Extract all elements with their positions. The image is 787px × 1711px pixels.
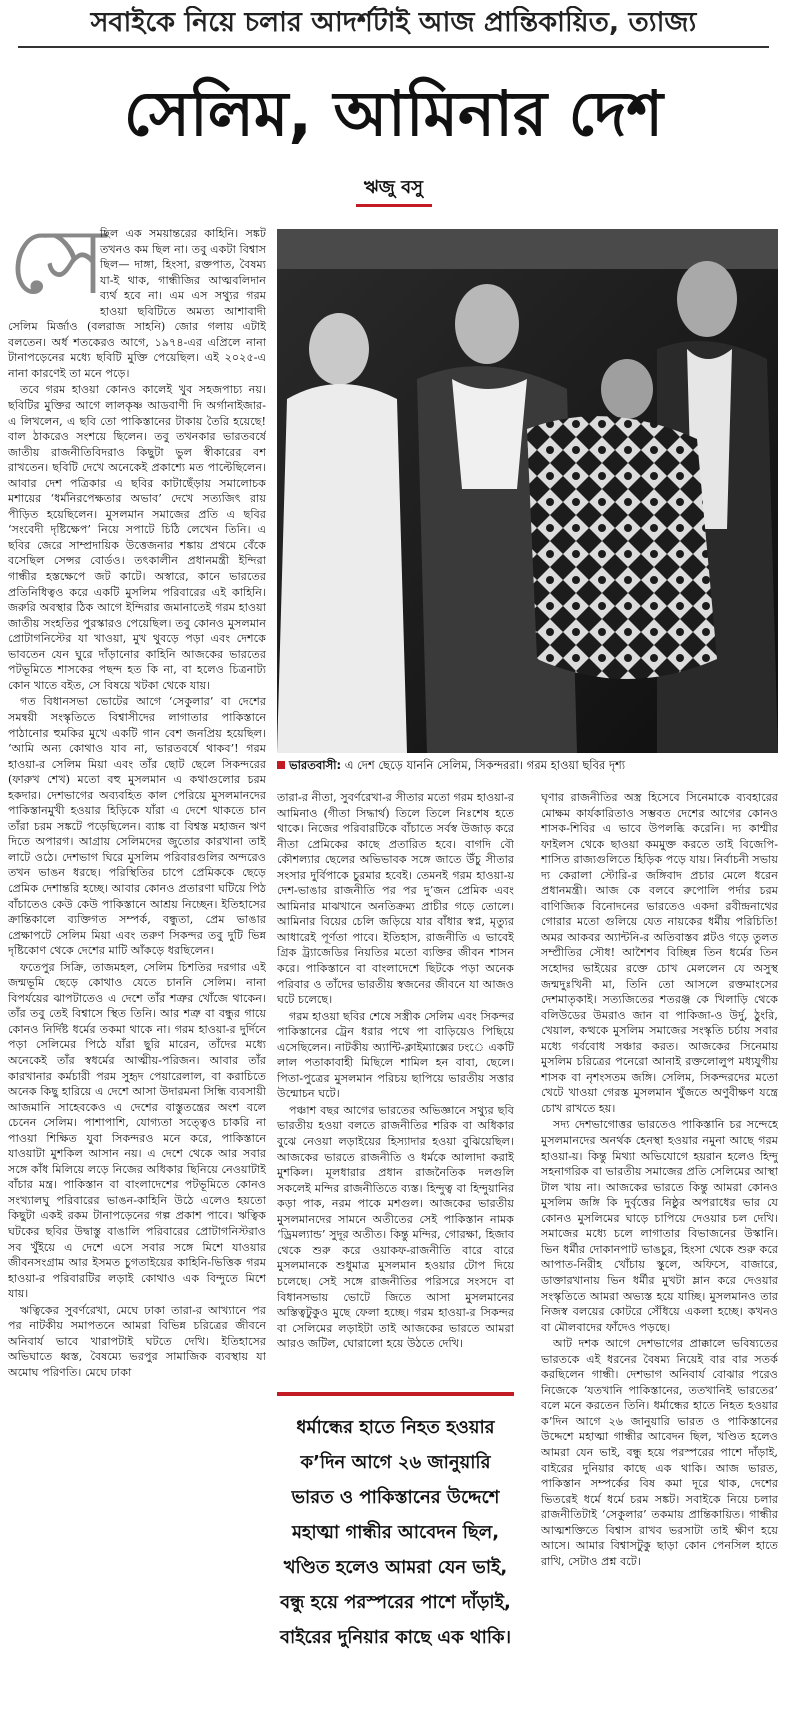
kicker-divider — [18, 46, 769, 48]
middle-column — [277, 790, 514, 1384]
caption-marker-icon — [277, 761, 285, 769]
paragraph: ফতেপুর সিক্রি, তাজমহল, সেলিম চিশতির দরগার এই জন্মভূমি ছেড়ে কোথাও যেতে চাননি সেলিম। নানা বিপর্যয়ের ঝাপটাতেও এ দেশে তাঁর শত্রুর খোঁজে থাকেন। তাঁর তবু তেই বিশ্বাসে স্থিত তিনি। আর শত্রু বা বন্ধুর গায়ে কোনও নির্দিষ্ট ধর্মের তকমা থাকে না। গরম হাওয়া-র দুর্দিনে পড়া সেলিমের পিঠে যাঁরা ছুরি মারেন, তাঁদের মধ্যে অনেকেই তাঁর স্বধর্মের আত্মীয়-পরিজন। আবার তাঁর কারখানার কর্মচারী পরম সুহৃদ পেয়ারেলাল, বা করাচিতে অনেক কিছু হারিয়ে এ দেশে আসা উদারমনা সিন্ধি ব্যবসায়ী আজমানি সাহেবকেও এ দেশের বাস্তুতন্ত্রের অংশ বলে চেনেন সেলিম। পাশাপাশি, যোগ্যতা সত্ত্বেও চাকরি না পাওয়া শিক্ষিত যুবা সিকন্দরও মনে করে, পাকিস্তানে যাওয়াটা মুশকিল আসান নয়। এ দেশে থেকে আর সবার সঙ্গে কাঁধ মিলিয়ে লড়ে নিজের অধিকার ছিনিয়ে নেওয়াটাই বাঁচার মন্ত্র। পাকিস্তান বা বাংলাদেশের পটভূমিতে কোনও সংখ্যালঘু পরিবারের ভাঙন-কাহিনি উঠে এলেও হয়তো কিছুটা একই রকম টানাপড়েনের গল্প প্রকাশ পাবে। ঋত্বিক ঘটকের ছবির উদ্বাস্তু বাঙালি পরিবারের প্রোটাগনিস্টরাও সব খুঁইয়ে এ দেশে এসে সবার সঙ্গে মিশে যাওয়ার জীবনসংগ্রাম আর ইসমত চুগতাইয়ের কাহিনি-ভিত্তিক গরম হাওয়া-র পরিবারটির লড়াই কোথাও এক বিন্দুতে মিশে যায়। — [8, 960, 266, 1301]
paragraph: ঘৃণার রাজনীতির অস্ত্র হিসেবে সিনেমাকে ব্যবহারের মোক্ষম কার্যকারিতাও সম্ভবত দেশের আগের কোনও শাসক-শিবির এ ভাবে উপলব্ধি করেনি। দ্য কাশ্মীর ফাইলস থেকে ছাওয়া কমমুক্ত করতে তাই বিজেপি-শাসিত রাজ্যগুলিতে হিড়িক পড়ে যায়। নির্বাচনী সভায় দ্য কেরালা স্টোরি-র জঙ্গিবাদ প্রচার মেলে ধরেন প্রধানমন্ত্রী। আজ কে বলবে রুপোলি পর্দার চরম বাণিজ্যিক বিনোদনের ভারতেও একদা রবীন্দ্রনাথের গোরার মতো গুলিয়ে যেত নায়কের ধর্মীয় পরিচিতি! অমর আকবর অ্যান্টনি-র অতিবাস্তব প্লটও গড়ে তুলত সম্প্রীতির সৌধ! আশৈশব বিচ্ছিন্ন তিন ধর্মের তিন সহোদর ভাইয়ের রক্তে চোখ মেললেন যে অসুস্থ জন্মদুঃখিনী মা, তিনি তো আসলে রক্তমাংসের দেশমাতৃকাই। সত্যজিতের শতরঞ্জ কে খিলাড়ি থেকে বলিউডের উমরাও জান বা পাকিজা-ও উর্দু, ঠুংরি, খেয়াল, কত্থকে মুসলিম সমাজের সংস্কৃতি চর্চায় সবার মধ্যে গর্ববোধ সঞ্চার করত। আজকের সিনেমায় মুসলিম চরিত্রের পনেরো আনাই রক্তলোলুপ মধ্যযুগীয় শাসক বা নৃশংসতম জঙ্গি। সেলিম, সিকন্দরদের মতো খেটে খাওয়া গেরস্ত মুসলমান খুঁজতে অণুবীক্ষণ যন্ত্রে চোখ রাখতে হয়। — [541, 791, 778, 1115]
paragraph: ঋত্বিকের সুবর্ণরেখা, মেঘে ঢাকা তারা-র আখ্যানে পর পর নাটকীয় সমাপতনে আমরা বিভিন্ন চরিত্রের জীবনে অনিবার্য ভাবে খারাপটাই ঘটতে দেখি। ইতিহাসের অভিঘাতে ধ্বস্ত, বৈষম্যে ভরপুর সামাজিক ব্যবস্থায় যা অমোঘ পরিণতি। মেঘে ঢাকা — [8, 1303, 266, 1379]
paragraph: সদ্য দেশভাগোত্তর ভারতেও পাকিস্তানি চর সন্দেহে মুসলমানদের অনর্থক হেনস্থা হওয়ার নমুনা আছে গরম হাওয়া-য়। কিন্তু মিথ্যা অভিযোগে হয়রান হলেও হিন্দু সহনাগরিক বা ভারতীয় সমাজের প্রতি সেলিমের আস্থা টাল খায় না। আজকের ভারতে কিন্তু আমরা কোনও মুসলিম জঙ্গি কি দুর্বৃত্তের নিষ্ঠুর অপরাধের ভার যে কোনও মুসলিমের ঘাড়ে চাপিয়ে দেওয়ার চল দেখি। সমাজের মধ্যে চলে লাগাতার বিভাজনের উস্কানি। ভিন ধর্মীর দোকানপাট ভাঙচুর, হিংসা থেকে শুরু করে আপাত-নিরীহ খোঁচায় স্কুলে, অফিসে, বাজারে, ডাক্তারখানায় ভিন ধর্মীর মুখটা ম্লান করে দেওয়ার সংস্কৃতিতে আমরা অভ্যস্ত হয়ে যাচ্ছি। মুসলমানও তার নিজস্ব বলয়ের কোটরে সেঁধিয়ে একলা হচ্ছে। কখনও বা মৌলবাদের ফাঁদেও পড়ছে। — [541, 1118, 778, 1334]
paragraph: পঞ্চাশ বছর আগের ভারতের অভিজ্ঞানে সথ্যুর ছবি ভারতীয় হওয়া বলতে রাজনীতির শরিক বা অধিকার বুঝে নেওয়া লড়াইয়ের হিস্যাদার হওয়া বুঝিয়েছিল। আজকের ভারতে রাজনীতি ও ধর্মকে আলাদা করাই মুশকিল। মূলধারার প্রধান রাজনৈতিক দলগুলি সকলেই মন্দির রাজনীতিতে ব্যস্ত। হিন্দুত্ব বা হিন্দুয়ানির কড়া পাক, নরম পাকে মশগুল। আজকের ভারতীয় মুসলমানদের সামনে অতীতের সেই পাকিস্তান নামক ‘ড্রিমল্যান্ড’ সুদূর অতীত। কিন্তু মন্দির, গোরক্ষা, হিজাব থেকে শুরু করে ওয়াকফ-রাজনীতি বারে বারে মুসলমানকে শুধুমাত্র মুসলমান হওয়ার টোপ দিয়ে চলেছে। সেই সঙ্গে রাজনীতির পরিসরে সংসদে বা বিধানসভায় ভোটে জিতে আসা মুসলমানের অস্তিত্বটুকুও মুছে ফেলা হচ্ছে। গরম হাওয়া-র সিকন্দর বা সেলিমের লড়াইটা তাই আজকের ভারতে আমরা আরও জটিল, ঘোরালো হয়ে উঠতে দেখি। — [277, 1103, 514, 1351]
paragraph: ছিল এক সময়ান্তরের কাহিনি। সঙ্কট তখনও কম ছিল না। তবু একটা বিশ্বাস ছিল— দাঙ্গা, হিংসা, রক্তপাত, বৈষম্য যা-ই থাক, গান্ধীজির আত্মবলিদান ব্যর্থ হবে না। এম এস সথ্যুর গরম হাওয়া ছবিটিতে অমত্য আশাবাদী সেলিম মির্জাও (বলরাজ সাহনি) জোর গলায় এটাই বলতেন। অর্ধ শতকেরও আগে, ১৯৭৪-এর এপ্রিলে নানা টানাপড়েনের মধ্যে ছবিটি মুক্তি পেয়েছিল। এই ২০২৫-এ নানা কারণেই তা মনে পড়ে। — [8, 227, 266, 380]
pull-quote: ধর্মান্ধের হাতে নিহত হওয়ার ক’দিন আগে ২৬ জানুয়ারি ভারত ও পাকিস্তানের উদ্দেশে মহাত্মা গান্ধীর আবেদন ছিল, খণ্ডিত হলেও আমরা যেন ভাই, বন্ধু হয়ে পরস্পরের পাশে দাঁড়াই, বাইরের দুনিয়ার কাছে এক থাকি। — [279, 1417, 512, 1648]
kicker-headline: সবাইকে নিয়ে চলার আদর্শটাই আজ প্রান্তিকায়িত, ত্যাজ্য — [90, 7, 697, 38]
photo-caption — [277, 757, 778, 773]
paragraph: গত বিধানসভা ভোটের আগে ‘সেকুলার’ বা দেশের সমন্বয়ী সংস্কৃতিতে বিশ্বাসীদের লাগাতার পাকিস্তানে পাঠানোর হুমকির মুখে একটি গান বেশ জনপ্রিয় হয়েছিল। ‘আমি অন্য কোথাও যাব না, ভারতবর্ষে থাকব’! গরম হাওয়া-র সেলিম মিয়া এবং তাঁর ছোট ছেলে সিকন্দরের (ফারুখ শেখ) মতো বহু মুসলমান এ কথাগুলোর চরম হকদার। দেশভাগের অব্যবহিত কাল পেরিয়ে মুসলমানদের পাকিস্তানমুখী হওয়ার হিড়িকে যাঁরা এ দেশে থাকতে চান তাঁরা চরম সঙ্কটে পড়েছিলেন। ব্যাঙ্ক বা বিশ্বস্ত মহাজন ঋণ দিতে অপারগ। আগ্রায় সেলিমদের জুতোর কারখানা তাই লাটে ওঠে। দেশভাগ ঘিরে মুসলিম পরিবারগুলির অন্দরেও তখন ভাঙন ধরছে। পরিস্থিতির চাপে প্রেমিককে ছেড়ে প্রেমিক দেশান্তরি হচ্ছে। আবার কোনও প্রতারণা ঘটিয়ে পিঠ বাঁচাতেও কেউ কেউ পাকিস্তানে আশ্রয় নিচ্ছেন। ইতিহাসের ক্রান্তিকালে ব্যক্তিগত সম্পর্ক, বন্ধুতা, প্রেম ভাঙার প্রেক্ষাপটে সেলিম মিয়া এবং তরুণ সিকন্দর তবু দুটি ভিন্ন দৃষ্টিকোণ থেকে দেশের মাটি আঁকড়ে ধরছিলেন। — [8, 695, 266, 958]
caption-text: এ দেশ ছেড়ে যাননি সেলিম, সিকন্দররা। গরম হাওয়া ছবির দৃশ্য — [344, 758, 626, 772]
dropcap: সে — [8, 226, 107, 315]
left-column — [8, 226, 266, 1706]
right-column — [541, 790, 778, 1706]
caption-label: ভারতবাসী: — [289, 758, 342, 772]
byline: ঋজু বসু — [363, 177, 424, 198]
paragraph: তারা-র নীতা, সুবর্ণরেখা-র সীতার মতো গরম হাওয়া-র আমিনাও (গীতা সিদ্ধার্থ) তিলে তিলে নিঃশেষ হতে থাকে। নিজের পরিবারটিকে বাঁচাতে সর্বস্ব উজাড় করে নীতা প্রেমিকের কাছে প্রতারিত হবে। বাগদি বৌ কৌশল্যার ছেলের অভিভাবক সঙ্গে জাতে উঁচু সীতার সংসার দুর্বিপাকে চুরমার হবেই। তেমনই গরম হাওয়া-য় দেশ-ভাঙার রাজনীতি পর পর দু’জন প্রেমিক এবং আমিনার মাঝখানে অনতিক্রম্য প্রাচীর গড়ে তোলে। আমিনার বিয়ের চেলি জড়িয়ে যার বাঁধার স্বপ্ন, মৃত্যুর আধারেই পূর্ণতা পাবে। ইতিহাস, রাজনীতি এ ভাবেই গ্রিক ট্র্যাজেডির নিয়তির মতো ব্যক্তির জীবন শাসন করে। পাকিস্তানে বা বাংলাদেশে ছিটকে পড়া অনেক পরিবার ও তাঁদের ভারতীয় স্বজনের জীবনে যা আজও ঘটে চলেছে। — [277, 791, 514, 1007]
paragraph: আট দশক আগে দেশভাগের প্রাক্কালে ভবিষ্যতের ভারতকে এই ধরনের বৈষম্য নিয়েই বার বার সতর্ক করছিলেন গান্ধী। দেশভাগ অনিবার্য বোঝার পরেও নিজেকে ‘যতখানি পাকিস্তানের, ততখানিই ভারতের’ বলে মনে করতেন তিনি। ধর্মান্ধের হাতে নিহত হওয়ার ক’দিন আগে ২৬ জানুয়ারি ভারত ও পাকিস্তানের উদ্দেশে মহাত্মা গান্ধীর আবেদন ছিল, খণ্ডিত হলেও আমরা যেন ভাই, বন্ধু হয়ে পরস্পরের পাশে দাঁড়াই, বাইরের দুনিয়ার কাছে এক থাকি। আজ ভারত, পাকিস্তান সম্পর্কের বিষ কমা দূরে থাক, দেশের ভিতরেই ধর্মে ধর্মে চরম সঙ্কট। সবাইকে নিয়ে চলার রাজনীতিটাই ‘সেকুলার’ তকমায় প্রান্তিকায়িত। গান্ধীর আত্মশক্তিতে বিশ্বাস রাখব ভরসাটা তাই ক্ষীণ হয়ে আসে। আমার বিশ্বাসটুকু ছাড়া কোন পেনসিল হাতে রাখি, সেটাও প্রশ্ন বটে। — [541, 1337, 778, 1568]
pull-quote-divider — [277, 1392, 514, 1396]
film-still-photo — [277, 229, 778, 753]
paragraph: গরম হাওয়া ছবির শেষে সস্ত্রীক সেলিম এবং সিকন্দর পাকিস্তানের ট্রেন ধরার পথে পা বাড়িয়েও পিছিয়ে এসেছিলেন। নাটকীয় অ্যান্টি-ক্লাইম্যাক্সের ঢংে একটি লাল পতাকাবাহী মিছিলে শামিল হন বাবা, ছেলে। পিতা-পুত্রের মুসলমান পরিচয় ছাপিয়ে ভারতীয় সত্তার উন্মোচন ঘটে। — [277, 1009, 514, 1101]
headline: সেলিম, আমিনার দেশ — [123, 77, 664, 150]
byline-divider — [356, 204, 432, 207]
paragraph: তবে গরম হাওয়া কোনও কালেই খুব সহজপাচ্য নয়। ছবিটির মুক্তির আগে লালকৃষ্ণ আডবাণী দি অর্গানাইজার-এ লিখলেন, এ ছবি তো পাকিস্তানের টাকায় তৈরি হয়েছে! বাল ঠাকরেও সংশয়ে ছিলেন। তবু তখনকার ভারতবর্ষে জাতীয় রাজনীতিবিদরাও কিছুটা ভুল স্বীকারের বশ রাখতেন। ছবিটি দেখে অনেকেই প্রকাশ্যে মত পাল্টেছিলেন। আবার দেশ পত্রিকার এ ছবির কাটাছেঁড়ায় সমালোচক মশায়ের ‘ধর্মনিরপেক্ষতার অভাব’ দেখে সত্যজিৎ রায় পীড়িত হয়েছিলেন। মুসলমান সমাজের প্রতি এ ছবির ‘সংবেদী দৃষ্টিক্ষেপ’ নিয়ে সপাটে চিঠি লেখেন তিনি। এ ছবির জেরে সাম্প্রদায়িক উত্তেজনার শঙ্কায় প্রথমে বেঁকে বসেছিল সেন্সর বোর্ডও। তৎকালীন প্রধানমন্ত্রী ইন্দিরা গান্ধীর হস্তক্ষেপে জট কাটে। অস্বারে, কানে ভারতের প্রতিনিধিত্বও করে একটি মুসলিম পরিবারের এই কাহিনি। জরুরি অবস্থার ঠিক আগে ইন্দিরার জমানাতেই গরম হাওয়া জাতীয় সংহতির পুরস্কারও পেয়েছিল। তবু কোনও মুসলমান প্রোটাগনিস্টের যা খাওয়া, মুখ থুবড়ে পড়া এবং দেশকে ভাবতেন যেন ঘুরে দাঁড়ানোর কাহিনি আজকের ভারতের পটভূমিতে শাসকের পছন্দ হত কি না, বা হলেও চিত্রনাট্য কোন খাতে বইত, সে বিষয়ে খটকা থেকে যায়। — [8, 383, 266, 692]
